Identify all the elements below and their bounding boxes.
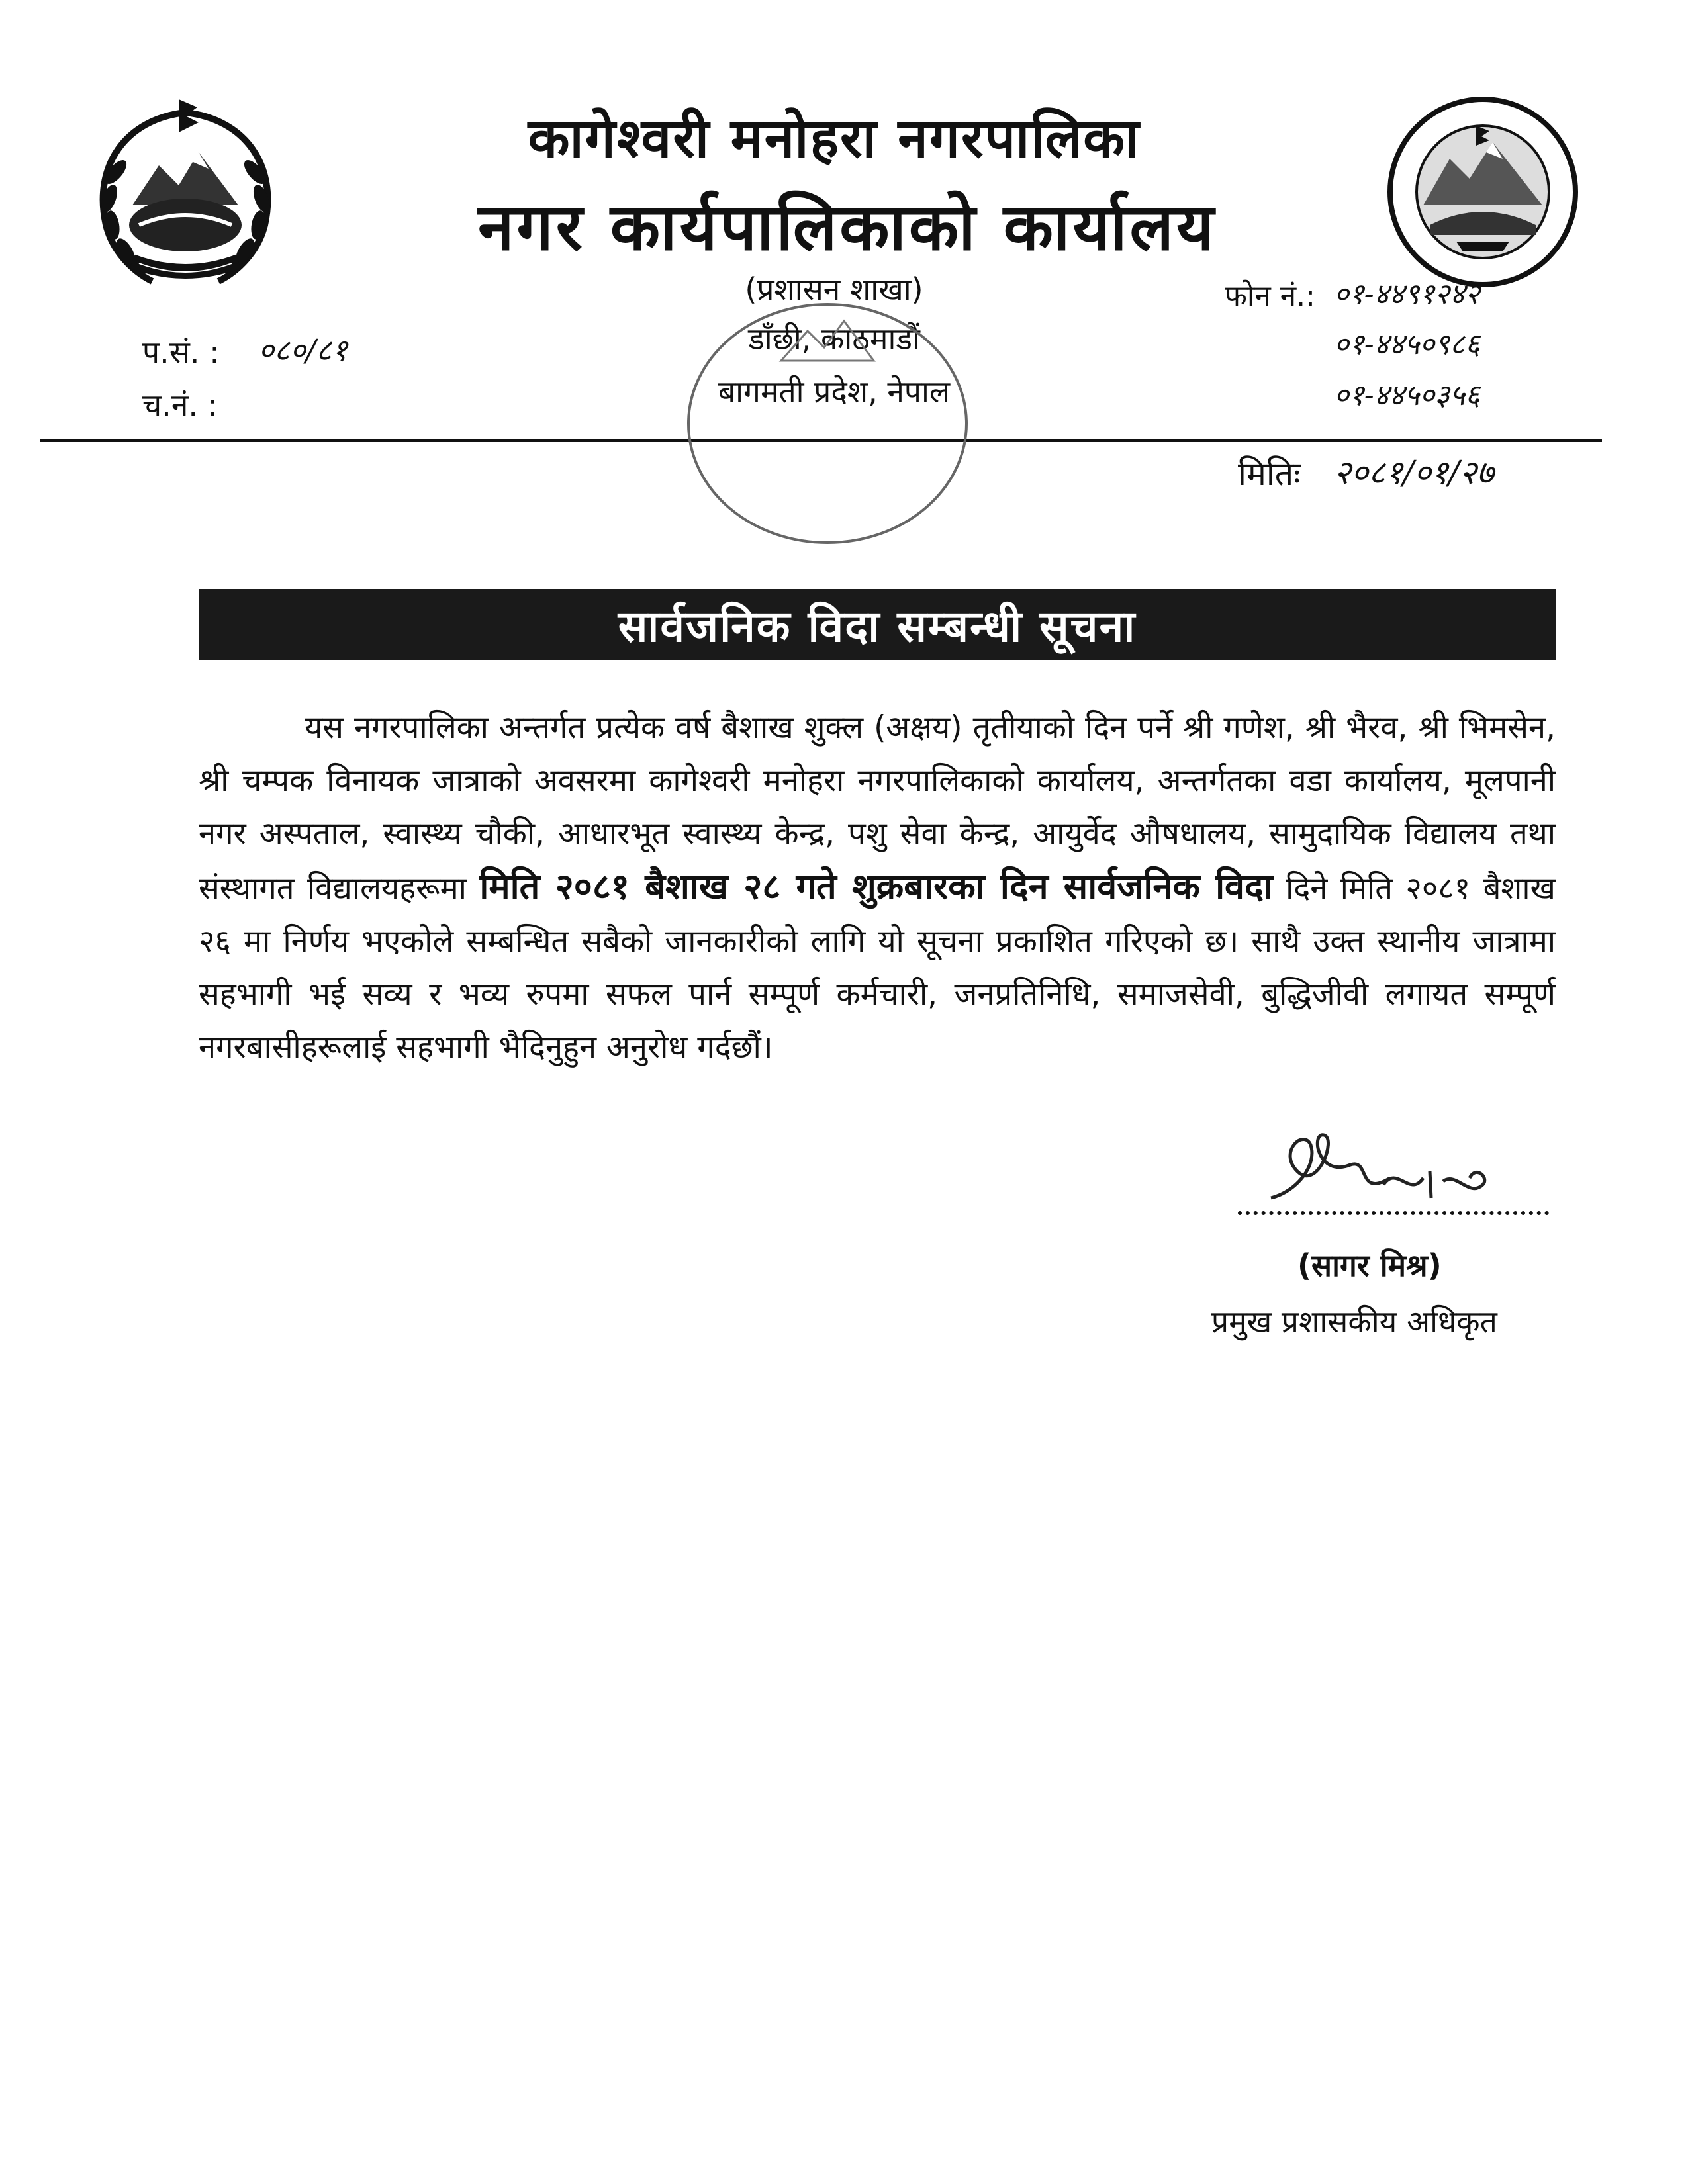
- notice-body: [199, 702, 1556, 1074]
- date-value: २०८१/०१/२७: [1334, 453, 1494, 492]
- notice-body-part-1: यस नगरपालिका अन्तर्गत प्रत्येक वर्ष बैशाख शुक्ल (अक्षय) तृतीयाको दिन पर्ने श्री गणेश, श्री भैरव, श्री भिमसेन, श्री चम्पक विनायक जात्राको अवसरमा कागेश्वरी मनोहरा नगरपालिकाको कार्यालय, अन्तर्गतका वडा कार्यालय, मूलपानी नगर अस्पताल, स्वास्थ्य चौकी, आधारभूत स्वास्थ्य केन्द्र, पशु सेवा केन्द्र, आयुर्वेद औषधालय, सामुदायिक विद्यालय तथा संस्थागत विद्यालयहरूमा: [199, 709, 1556, 907]
- phone-number-2: ०१-४४५०९८६: [1334, 328, 1480, 361]
- municipality-logo: [1377, 93, 1589, 291]
- signature: [1258, 1125, 1549, 1218]
- signatory-designation: प्रमुख प्रशासकीय अधिकृत: [1211, 1304, 1497, 1340]
- date-label: मितिः: [1238, 455, 1301, 493]
- dispatch-label: च.नं. :: [142, 387, 218, 423]
- branch-name: (प्रशासन शाखा): [745, 271, 923, 307]
- signature-line: [1238, 1211, 1549, 1215]
- address-line-1: डाँछी, काठमाडौं: [748, 321, 920, 357]
- municipality-name: कागेश्वरी मनोहरा नगरपालिका: [528, 107, 1141, 170]
- office-stamp: [682, 298, 973, 549]
- office-name: नगर कार्यपालिकाको कार्यालय: [478, 190, 1217, 265]
- signatory-name: (सागर मिश्र): [1297, 1248, 1442, 1283]
- reference-label: प.सं. :: [142, 334, 220, 370]
- phone-number-1: ०१-४४९१२४२: [1334, 277, 1480, 311]
- reference-number: ०८०/८१: [258, 332, 348, 368]
- phone-number-3: ०१-४४५०३५६: [1334, 379, 1480, 412]
- holiday-date-highlight: मिति २०८१ बैशाख २८ गते शुक्रबारका दिन सार्वजनिक विदा: [479, 866, 1273, 907]
- notice-body-part-2: दिने मिति २०८१ बैशाख २६ मा निर्णय भएकोले सम्बन्धित सबैको जानकारीको लागि यो सूचना प्रकाशित गरिएको छ। साथै उक्त स्थानीय जात्रामा सहभागी भई सव्य र भव्य रुपमा सफल पार्न सम्पूर्ण कर्मचारी, जनप्रतिनिधि, समाजसेवी, बुद्धिजीवी लगायत सम्पूर्ण नगरबासीहरूलाई सहभागी भैदिनुहुन अनुरोध गर्दछौं।: [199, 870, 1556, 1066]
- notice-title: सार्वजनिक विदा सम्बन्धी सूचना: [199, 589, 1556, 660]
- national-emblem: [73, 93, 298, 298]
- address-line-2: बागमती प्रदेश, नेपाल: [718, 374, 951, 410]
- phone-label: फोन नं.:: [1225, 279, 1315, 313]
